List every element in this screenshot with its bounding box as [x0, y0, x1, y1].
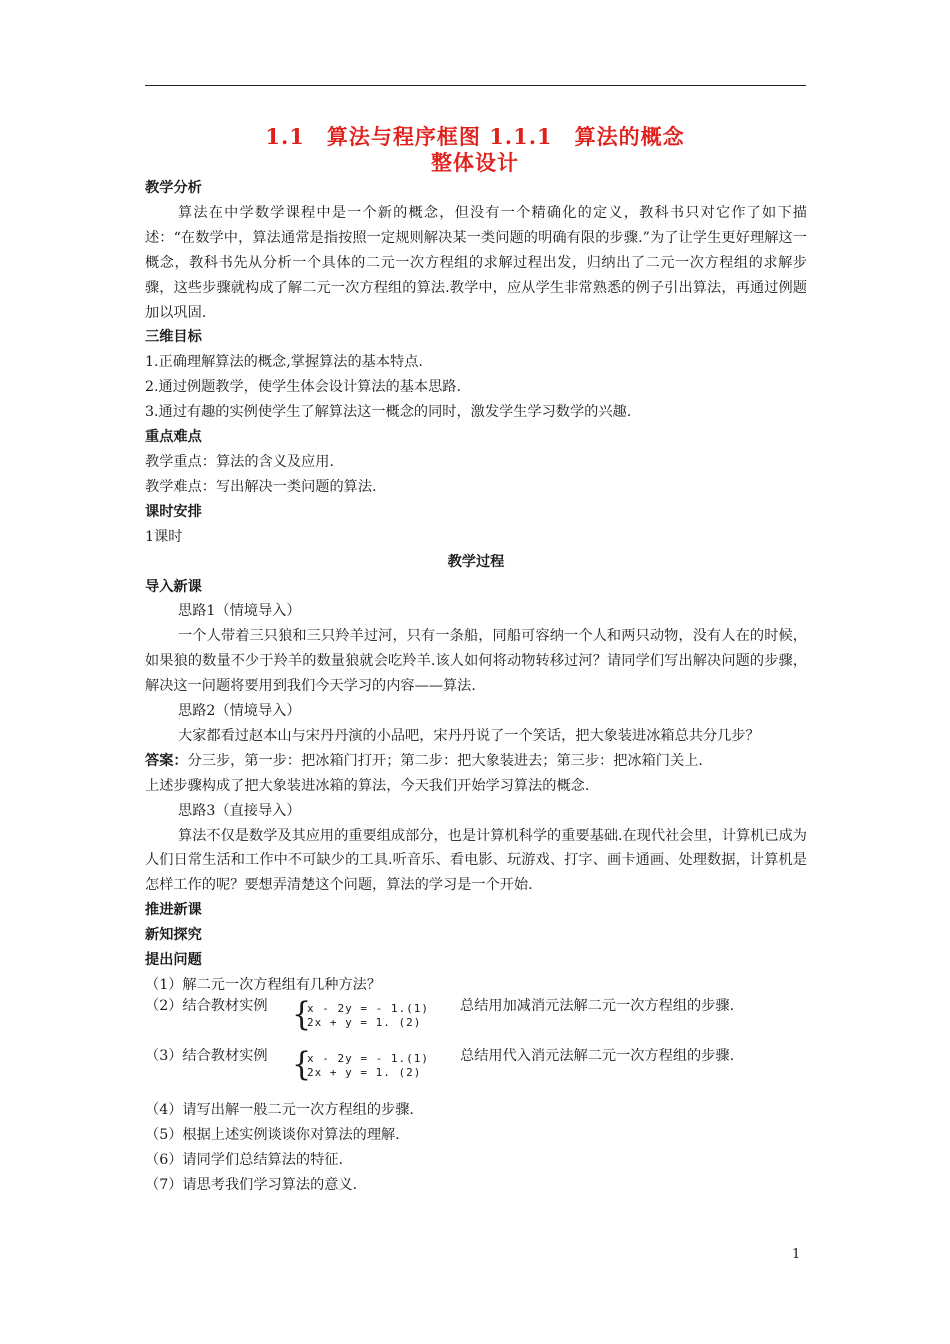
equation-line: x - 2y = - 1.(1) [307, 1051, 429, 1065]
key-point: 教学重点：算法的含义及应用. [145, 453, 334, 470]
question-3-label: （3）结合教材实例 [145, 1047, 268, 1064]
goals-heading: 三维目标 [145, 329, 202, 346]
brace-icon: { [292, 1045, 312, 1084]
brace-icon: { [292, 995, 312, 1034]
process-heading: 教学过程 [447, 553, 505, 570]
question-2-label: （2）结合教材实例 [145, 997, 268, 1014]
idea2-text: 大家都看过赵本山与宋丹丹演的小品吧，宋丹丹说了一个笑话，把大象装进冰箱总共分几步？ [178, 727, 760, 744]
analysis-heading: 教学分析 [145, 180, 202, 196]
page-number: 1 [792, 1247, 801, 1262]
question-2-tail: 总结用加减消元法解二元一次方程组的步骤. [460, 997, 735, 1014]
schedule-text: 1课时 [145, 528, 183, 545]
equation-system [307, 1052, 429, 1080]
idea1-text: 一个人带着三只狼和三只羚羊过河，只有一条船，同船可容纳一个人和两只动物，没有人在的时候，如果狼的数量不少于羚羊的数量狼就会吃羚羊.该人如何将动物转移过河？请同学们写出解决问题的步骤，解决这一问题将要用到我们今天学习的内容——算法. [145, 628, 807, 695]
goal-item: 1.正确理解算法的概念,掌握算法的基本特点. [145, 354, 423, 371]
document-body [145, 176, 807, 1198]
analysis-text: 算法在中学数学课程中是一个新的概念，但没有一个精确化的定义，教科书只对它作了如下描述：“在数学中，算法通常是指按照一定规则解决某一类问题的明确有限的步骤.”为了让学生更好理解这一概念，教科书先从分析一个具体的二元一次方程组的求解过程出发，归纳出了二元一次方程组的求解步骤，这些步骤就构成了解二元一次方程组的算法.教学中，应从学生非常熟悉的例子引出算法，再通过例题加以巩固. [145, 204, 807, 321]
answer-paragraph [145, 749, 807, 774]
intro-heading: 导入新课 [145, 578, 202, 595]
advance-heading: 推进新课 [145, 902, 202, 919]
idea2-label: 思路2（情境导入） [178, 703, 301, 720]
key-heading: 重点难点 [145, 429, 202, 446]
question-3-tail: 总结用代入消元法解二元一次方程组的步骤. [460, 1047, 735, 1064]
answer-text: 分三步，第一步：把冰箱门打开；第二步：把大象装进去；第三步：把冰箱门关上. [187, 752, 703, 769]
question-2 [145, 995, 807, 1048]
question-6: （6）请同学们总结算法的特征. [145, 1151, 343, 1168]
question-heading: 提出问题 [145, 952, 202, 969]
difficult-point: 教学难点：写出解决一类问题的算法. [145, 478, 377, 495]
equation-line: 2x + y = 1. (2) [307, 1065, 422, 1079]
page-subtitle: 整体设计 [431, 150, 519, 175]
question-7: （7）请思考我们学习算法的意义. [145, 1176, 358, 1193]
goal-item: 3.通过有趣的实例使学生了解算法这一概念的同时，激发学生学习数学的兴趣. [145, 404, 632, 421]
question-3 [145, 1045, 807, 1098]
goal-item: 2.通过例题教学，使学生体会设计算法的基本思路. [145, 379, 461, 396]
equation-line: 2x + y = 1. (2) [307, 1015, 422, 1029]
answer-follow: 上述步骤构成了把大象装进冰箱的算法，今天我们开始学习算法的概念. [145, 777, 590, 794]
schedule-heading: 课时安排 [145, 503, 202, 520]
page-title: 1.1 算法与程序框图 1.1.1 算法的概念 [265, 124, 685, 149]
equation-line: x - 2y = - 1.(1) [307, 1001, 429, 1015]
answer-label: 答案： [145, 752, 188, 769]
equation-system [307, 1002, 429, 1030]
idea3-label: 思路3（直接导入） [178, 802, 301, 819]
idea1-label: 思路1（情境导入） [178, 603, 301, 620]
header-rule [145, 85, 806, 86]
explore-heading: 新知探究 [145, 927, 202, 944]
idea3-text: 算法不仅是数学及其应用的重要组成部分，也是计算机科学的重要基础.在现代社会里，计算机已成为人们日常生活和工作中不可缺少的工具.听音乐、看电影、玩游戏、打字、画卡通画、处理数据，计算机是怎样工作的呢？要想弄清楚这个问题，算法的学习是一个开始. [145, 827, 807, 894]
question-5: （5）根据上述实例谈谈你对算法的理解. [145, 1126, 400, 1143]
question-1: （1）解二元一次方程组有几种方法？ [145, 977, 382, 993]
question-4: （4）请写出解一般二元一次方程组的步骤. [145, 1101, 414, 1118]
